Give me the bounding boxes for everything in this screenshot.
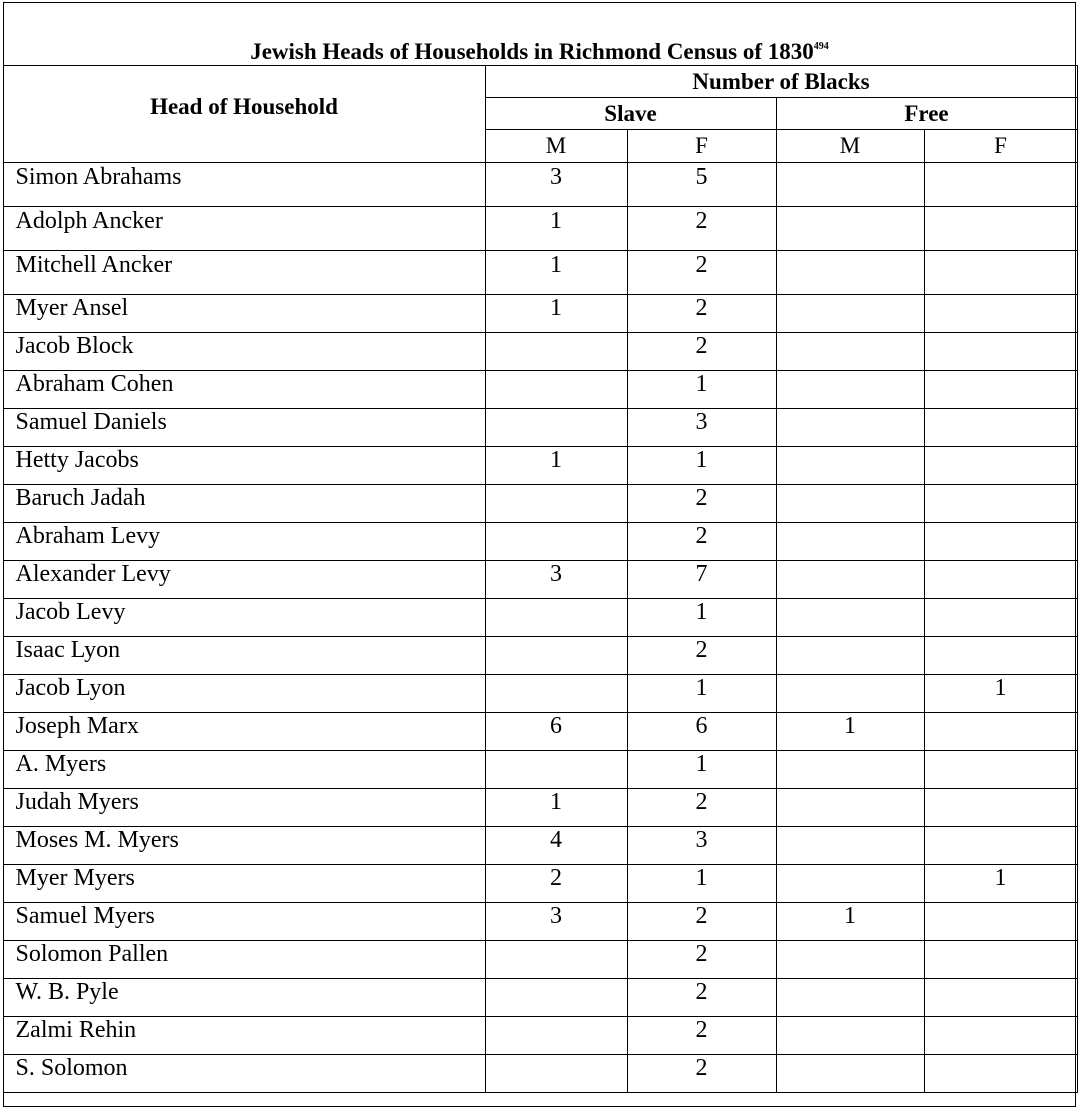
table-row (3, 979, 1077, 1017)
free-f-cell (924, 789, 1077, 827)
free-m-cell (776, 1055, 924, 1093)
slave-m-cell: 3 (485, 561, 627, 599)
table-row (3, 827, 1077, 865)
table-row (3, 675, 1077, 713)
table-row (3, 485, 1077, 523)
slave-f-cell: 1 (627, 447, 776, 485)
table-row (3, 447, 1077, 485)
slave-f-cell: 2 (627, 789, 776, 827)
census-table (3, 65, 1078, 1093)
slave-f-header: F (627, 130, 776, 163)
free-m-cell (776, 865, 924, 903)
slave-f-cell: 2 (627, 333, 776, 371)
slave-f-cell: 2 (627, 295, 776, 333)
free-m-cell: 1 (776, 903, 924, 941)
census-table-frame (3, 2, 1076, 1107)
table-row (3, 371, 1077, 409)
free-m-cell (776, 675, 924, 713)
name-cell: Baruch Jadah (3, 485, 485, 523)
name-cell: Myer Myers (3, 865, 485, 903)
free-f-cell (924, 163, 1077, 207)
free-f-cell (924, 409, 1077, 447)
slave-m-cell: 4 (485, 827, 627, 865)
slave-f-cell: 3 (627, 409, 776, 447)
slave-m-cell: 3 (485, 163, 627, 207)
free-m-cell (776, 751, 924, 789)
slave-f-cell: 2 (627, 941, 776, 979)
table-row (3, 409, 1077, 447)
free-m-cell (776, 163, 924, 207)
slave-f-cell: 2 (627, 207, 776, 251)
slave-f-cell: 5 (627, 163, 776, 207)
table-row (3, 523, 1077, 561)
slave-f-cell: 2 (627, 523, 776, 561)
slave-m-header: M (485, 130, 627, 163)
slave-m-cell (485, 1017, 627, 1055)
slave-m-cell (485, 371, 627, 409)
free-f-cell (924, 599, 1077, 637)
slave-m-cell (485, 675, 627, 713)
table-row (3, 713, 1077, 751)
name-cell: Joseph Marx (3, 713, 485, 751)
slave-f-cell: 1 (627, 599, 776, 637)
slave-f-cell: 1 (627, 371, 776, 409)
free-m-cell (776, 523, 924, 561)
free-f-cell: 1 (924, 865, 1077, 903)
free-m-cell (776, 447, 924, 485)
name-cell: Solomon Pallen (3, 941, 485, 979)
slave-f-cell: 1 (627, 751, 776, 789)
free-f-cell (924, 979, 1077, 1017)
slave-m-cell (485, 979, 627, 1017)
table-title (4, 32, 1075, 67)
slave-m-cell: 1 (485, 295, 627, 333)
free-f-cell (924, 1055, 1077, 1093)
free-f-cell (924, 523, 1077, 561)
free-m-cell (776, 941, 924, 979)
name-cell: Mitchell Ancker (3, 251, 485, 295)
slave-m-cell (485, 637, 627, 675)
free-f-cell (924, 485, 1077, 523)
name-cell: Simon Abrahams (3, 163, 485, 207)
slave-m-cell (485, 333, 627, 371)
free-f-cell (924, 751, 1077, 789)
free-m-cell (776, 979, 924, 1017)
slave-m-cell: 1 (485, 207, 627, 251)
name-cell: Hetty Jacobs (3, 447, 485, 485)
slave-header: Slave (485, 98, 776, 130)
footnote-ref: 494 (813, 41, 829, 52)
free-m-cell: 1 (776, 713, 924, 751)
free-m-cell (776, 251, 924, 295)
free-f-cell (924, 941, 1077, 979)
slave-m-cell: 2 (485, 865, 627, 903)
free-f-header: F (924, 130, 1077, 163)
slave-f-cell: 2 (627, 1017, 776, 1055)
table-row (3, 599, 1077, 637)
slave-f-cell: 2 (627, 485, 776, 523)
slave-m-cell (485, 523, 627, 561)
slave-m-cell (485, 751, 627, 789)
name-cell: A. Myers (3, 751, 485, 789)
table-row (3, 207, 1077, 251)
table-row (3, 637, 1077, 675)
slave-m-cell: 6 (485, 713, 627, 751)
free-f-cell (924, 713, 1077, 751)
name-cell: Jacob Levy (3, 599, 485, 637)
slave-f-cell: 7 (627, 561, 776, 599)
slave-m-cell (485, 599, 627, 637)
name-cell: Samuel Myers (3, 903, 485, 941)
name-cell: Myer Ansel (3, 295, 485, 333)
slave-m-cell: 3 (485, 903, 627, 941)
free-f-cell (924, 333, 1077, 371)
free-f-cell (924, 207, 1077, 251)
number-of-blacks-header: Number of Blacks (485, 66, 1077, 98)
slave-m-cell: 1 (485, 789, 627, 827)
name-cell: Jacob Block (3, 333, 485, 371)
free-m-cell (776, 333, 924, 371)
free-f-cell (924, 827, 1077, 865)
name-cell: Adolph Ancker (3, 207, 485, 251)
table-row (3, 561, 1077, 599)
slave-m-cell (485, 485, 627, 523)
slave-m-cell: 1 (485, 447, 627, 485)
slave-m-cell (485, 941, 627, 979)
name-cell: Moses M. Myers (3, 827, 485, 865)
name-cell: Judah Myers (3, 789, 485, 827)
name-cell: Samuel Daniels (3, 409, 485, 447)
table-row (3, 333, 1077, 371)
slave-f-cell: 6 (627, 713, 776, 751)
table-row (3, 163, 1077, 207)
free-m-cell (776, 637, 924, 675)
table-row (3, 295, 1077, 333)
slave-f-cell: 2 (627, 1055, 776, 1093)
free-f-cell (924, 1017, 1077, 1055)
free-m-cell (776, 485, 924, 523)
free-m-cell (776, 1017, 924, 1055)
table-row (3, 903, 1077, 941)
free-m-cell (776, 295, 924, 333)
table-row (3, 751, 1077, 789)
name-cell: Abraham Cohen (3, 371, 485, 409)
slave-f-cell: 2 (627, 637, 776, 675)
free-f-cell (924, 371, 1077, 409)
table-row (3, 251, 1077, 295)
free-m-cell (776, 561, 924, 599)
name-cell: Isaac Lyon (3, 637, 485, 675)
free-header: Free (776, 98, 1077, 130)
free-m-cell (776, 207, 924, 251)
free-f-cell (924, 295, 1077, 333)
table-row (3, 865, 1077, 903)
free-f-cell (924, 903, 1077, 941)
table-row (3, 789, 1077, 827)
name-cell: Alexander Levy (3, 561, 485, 599)
head-of-household-header: Head of Household (3, 66, 485, 163)
table-title-text: Jewish Heads of Households in Richmond Census of 1830 (250, 39, 814, 64)
slave-f-cell: 2 (627, 903, 776, 941)
free-m-header: M (776, 130, 924, 163)
free-f-cell: 1 (924, 675, 1077, 713)
free-m-cell (776, 599, 924, 637)
free-m-cell (776, 371, 924, 409)
table-row (3, 941, 1077, 979)
name-cell: W. B. Pyle (3, 979, 485, 1017)
free-f-cell (924, 251, 1077, 295)
name-cell: S. Solomon (3, 1055, 485, 1093)
table-row (3, 1055, 1077, 1093)
name-cell: Abraham Levy (3, 523, 485, 561)
free-f-cell (924, 447, 1077, 485)
slave-m-cell (485, 1055, 627, 1093)
slave-m-cell (485, 409, 627, 447)
free-f-cell (924, 561, 1077, 599)
table-row (3, 1017, 1077, 1055)
free-f-cell (924, 637, 1077, 675)
name-cell: Zalmi Rehin (3, 1017, 485, 1055)
free-m-cell (776, 827, 924, 865)
free-m-cell (776, 409, 924, 447)
table-body (3, 163, 1077, 1093)
free-m-cell (776, 789, 924, 827)
slave-f-cell: 3 (627, 827, 776, 865)
slave-f-cell: 2 (627, 251, 776, 295)
slave-f-cell: 1 (627, 675, 776, 713)
slave-m-cell: 1 (485, 251, 627, 295)
slave-f-cell: 1 (627, 865, 776, 903)
name-cell: Jacob Lyon (3, 675, 485, 713)
slave-f-cell: 2 (627, 979, 776, 1017)
